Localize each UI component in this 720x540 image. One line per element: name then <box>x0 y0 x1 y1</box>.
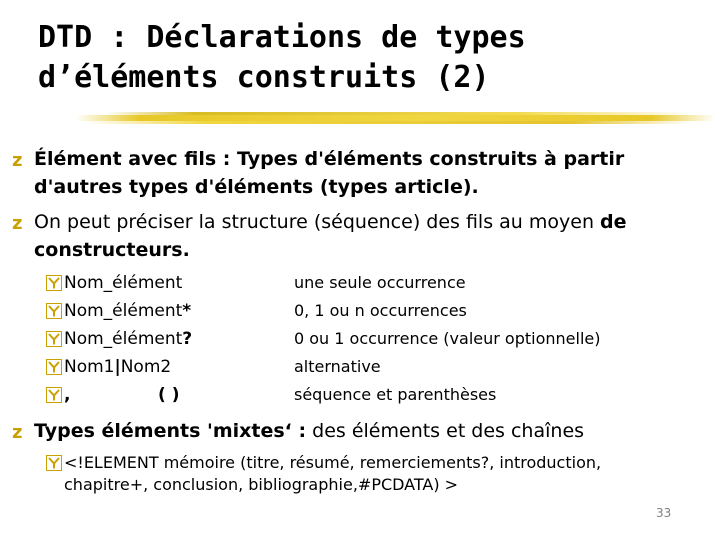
z-bullet-icon: z <box>12 150 23 171</box>
constructor-desc: alternative <box>294 357 381 376</box>
z-bullet-icon: z <box>12 422 23 443</box>
y-checkbox-icon <box>46 387 62 403</box>
y-checkbox-icon <box>46 455 62 471</box>
bullet-2-bold-word: de <box>600 211 627 233</box>
constructor-name: Nom1|Nom2 <box>64 357 172 377</box>
example-line-1: <!ELEMENT mémoire (titre, résumé, remerciements?, introduction, <box>64 453 602 472</box>
constructor-desc: séquence et parenthèses <box>294 385 497 404</box>
y-checkbox-icon <box>46 359 62 375</box>
bullet-2-line-2: constructeurs. <box>34 239 190 261</box>
bullet-2-text: On peut préciser la structure (séquence) des fils au moyen <box>34 211 601 233</box>
constructor-operator: , <box>64 385 71 405</box>
bullet-3-line <box>34 418 584 444</box>
constructor-desc: 0, 1 ou n occurrences <box>294 301 467 320</box>
constructor-desc: une seule occurrence <box>294 273 466 292</box>
constructor-desc: 0 ou 1 occurrence (valeur optionnelle) <box>294 329 601 348</box>
z-bullet-icon: z <box>12 213 23 234</box>
constructor-operator: | <box>114 357 121 377</box>
constructor-name: Nom_élément? <box>64 329 193 349</box>
constructor-operator: ? <box>182 329 193 349</box>
title-line-1: DTD : Déclarations de types <box>38 20 526 55</box>
y-checkbox-icon <box>46 275 62 291</box>
example-line-2: chapitre+, conclusion, bibliographie,#PCDATA) > <box>64 475 459 494</box>
y-checkbox-icon <box>46 303 62 319</box>
bullet-2-line-1 <box>34 209 627 235</box>
mixed-normal: des éléments et des chaînes <box>306 420 585 442</box>
constructor-name: Nom_élément <box>64 273 183 293</box>
y-checkbox-icon <box>46 331 62 347</box>
page-number: 33 <box>656 506 672 520</box>
bullet-1-line-2: d'autres types d'éléments (types article). <box>34 176 479 198</box>
bullet-1-line-1: Élément avec fils : Types d'éléments construits à partir <box>34 148 625 170</box>
constructor-operator: ( ) <box>158 385 180 405</box>
slide-title <box>38 18 698 98</box>
title-line-2: d’éléments construits (2) <box>38 60 490 95</box>
constructor-name: Nom_élément* <box>64 301 192 321</box>
title-underline-brush <box>75 103 715 133</box>
constructor-operator: * <box>182 301 192 321</box>
mixed-bold: Types éléments 'mixtes‘ : <box>34 420 307 442</box>
